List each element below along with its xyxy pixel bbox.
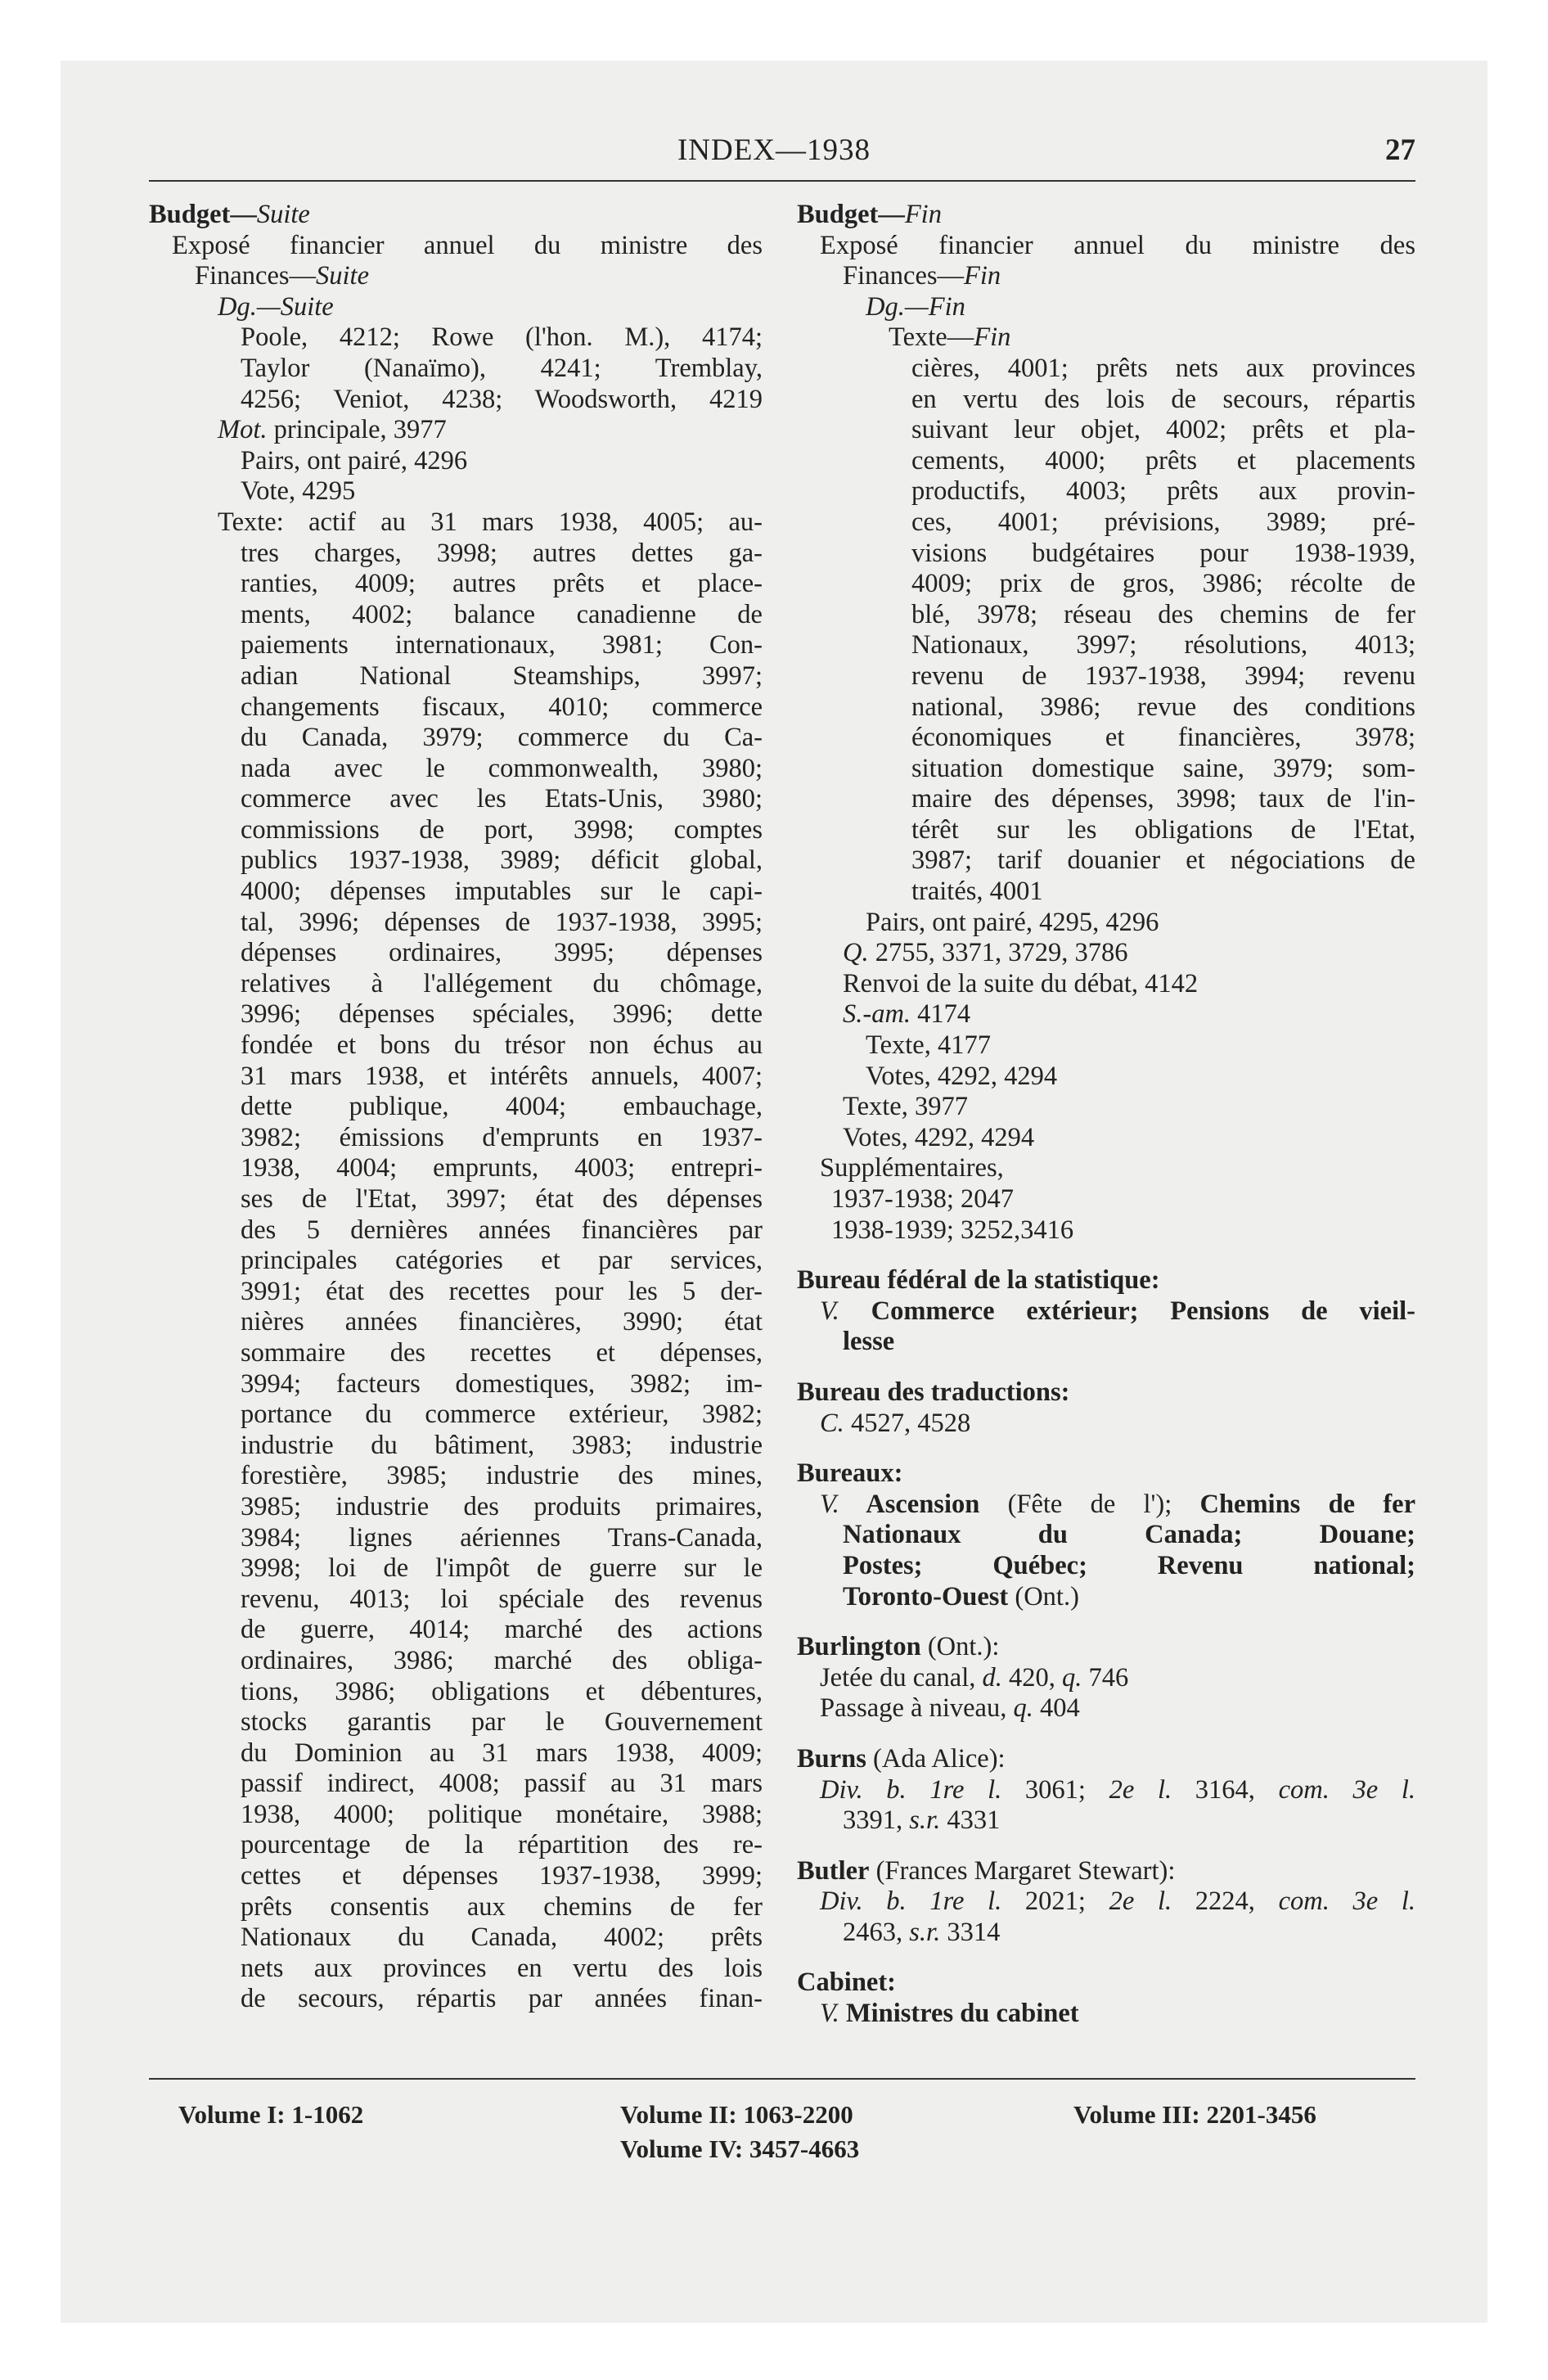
index-line — [797, 1062, 1415, 1093]
index-text: Budget— — [149, 200, 257, 229]
volume-3-range: Volume III: 2201-3456 — [1073, 2100, 1316, 2129]
index-text: 2463, — [843, 1917, 910, 1947]
index-line — [149, 1615, 763, 1646]
index-line — [797, 1215, 1415, 1246]
index-line — [797, 600, 1415, 631]
volume-4-range: Volume IV: 3457-4663 — [620, 2134, 860, 2163]
index-text: ments, 4002; balance canadienne de — [241, 599, 763, 629]
entry-spacer — [797, 1246, 1415, 1265]
index-line — [797, 1775, 1415, 1806]
index-line — [149, 1431, 763, 1462]
index-text: nières années financières, 3990; état — [241, 1307, 763, 1337]
index-line — [797, 446, 1415, 477]
index-line — [797, 1582, 1415, 1613]
index-text: 4000; dépenses imputables sur le capi- — [241, 877, 763, 907]
index-text: 4527, 4528 — [844, 1408, 971, 1438]
index-text: Finances— — [843, 261, 965, 291]
index-text: commissions de port, 3998; comptes — [241, 814, 763, 845]
index-line — [149, 1800, 763, 1831]
index-line — [149, 1584, 763, 1616]
index-line — [797, 661, 1415, 692]
index-line — [149, 999, 763, 1030]
volume-2-range: Volume II: 1063-2200 — [620, 2100, 853, 2129]
index-line — [149, 322, 763, 354]
index-text: Div. b. 1re l. — [820, 1886, 1002, 1917]
index-text: Div. b. 1re l. — [820, 1774, 1002, 1805]
index-line — [149, 539, 763, 570]
index-line — [149, 1738, 763, 1769]
index-text: Chemins de fer — [1199, 1489, 1415, 1519]
index-text: Burns — [797, 1743, 866, 1774]
footer-divider — [149, 2078, 1415, 2080]
index-line — [149, 723, 763, 754]
index-line — [797, 569, 1415, 600]
index-text: 1937-1938; 2047 — [831, 1184, 1014, 1214]
index-text: 3061; — [1001, 1774, 1109, 1805]
index-text: dette publique, 4004; embauchage, — [241, 1092, 763, 1122]
entry-spacer — [797, 1358, 1415, 1377]
index-text: V. — [820, 1489, 839, 1519]
index-text: V. — [820, 1999, 839, 2029]
index-text: 3984; lignes aériennes Trans-Canada, — [241, 1522, 763, 1553]
index-line — [797, 261, 1415, 292]
index-line — [149, 754, 763, 785]
index-text: cements, 4000; prêts et placements — [911, 445, 1415, 476]
index-text: dépenses ordinaires, 3995; dépenses — [241, 938, 763, 968]
index-text: principale, 3977 — [267, 415, 447, 445]
index-line — [149, 1062, 763, 1093]
index-text: Ministres du cabinet — [839, 1999, 1079, 2029]
index-text: 4256; Veniot, 4238; Woodsworth, 4219 — [241, 384, 763, 414]
index-text: prêts consentis aux chemins de fer — [241, 1891, 763, 1922]
index-line — [149, 1861, 763, 1892]
index-text: 2e l. — [1109, 1886, 1172, 1917]
index-line — [797, 200, 1415, 231]
index-text: ses de l'Etat, 3997; état des dépenses — [241, 1184, 763, 1214]
index-text: (Ont.) — [1008, 1581, 1079, 1611]
index-line — [149, 661, 763, 692]
index-line — [797, 231, 1415, 262]
index-line — [797, 1123, 1415, 1154]
index-line — [797, 723, 1415, 754]
index-line — [149, 1892, 763, 1923]
index-text: forestière, 3985; industrie des mines, — [241, 1461, 763, 1491]
index-text: lesse — [843, 1327, 895, 1357]
index-text: tres charges, 3998; autres dettes ga- — [241, 538, 763, 568]
index-text: Commerce extérieur; Pensions de vieil- — [839, 1296, 1415, 1326]
index-text: national, 3986; revue des conditions — [911, 692, 1415, 722]
index-text: (Ont.): — [920, 1632, 1000, 1662]
index-text: Poole, 4212; Rowe (l'hon. M.), 4174; — [241, 322, 763, 353]
index-text: 2224, — [1172, 1886, 1279, 1917]
index-text: Suite — [256, 200, 310, 229]
index-text: Bureau des traductions: — [797, 1377, 1070, 1407]
entry-spacer — [797, 1948, 1415, 1968]
index-text: (Ada Alice): — [866, 1743, 1006, 1774]
index-line — [149, 1184, 763, 1215]
index-line — [149, 476, 763, 507]
page-number: 27 — [1385, 133, 1415, 167]
index-text: adian National Steamships, 3997; — [241, 660, 763, 691]
index-text: Votes, 4292, 4294 — [866, 1061, 1058, 1091]
index-text: Nationaux du Canada; Douane; — [843, 1520, 1415, 1550]
index-text: q. — [1013, 1693, 1033, 1724]
index-text: Jetée du canal, — [820, 1662, 983, 1693]
index-text: tions, 3986; obligations et débentures, — [241, 1676, 763, 1706]
index-text: du Canada, 3979; commerce du Ca- — [241, 723, 763, 753]
volume-1-range: Volume I: 1-1062 — [178, 2100, 364, 2129]
index-text: S.-am. — [843, 999, 911, 1030]
index-line — [797, 999, 1415, 1030]
index-line — [797, 1153, 1415, 1184]
index-text: Fin — [964, 261, 1001, 291]
index-line — [797, 1184, 1415, 1215]
index-text: économiques et financières, 3978; — [911, 723, 1415, 753]
index-line — [149, 938, 763, 969]
index-text: 1938, 4000; politique monétaire, 3988; — [241, 1799, 763, 1829]
index-text: (Frances Margaret Stewart): — [869, 1855, 1176, 1886]
index-line — [797, 938, 1415, 969]
index-text: Cabinet: — [797, 1968, 896, 1998]
index-text: V. — [820, 1296, 839, 1326]
index-text: tal, 3996; dépenses de 1937-1938, 3995; — [241, 907, 763, 937]
index-line — [797, 1377, 1415, 1409]
index-text: térêt sur les obligations de l'Etat, — [911, 814, 1415, 845]
index-line — [797, 1551, 1415, 1582]
index-text: nada avec le commonwealth, 3980; — [241, 753, 763, 783]
index-text: traités, 4001 — [911, 877, 1043, 907]
index-line — [797, 630, 1415, 661]
index-text: principales catégories et par services, — [241, 1246, 763, 1276]
index-line — [797, 476, 1415, 507]
right-column — [797, 200, 1415, 2030]
index-line — [149, 354, 763, 385]
index-text: 3314 — [940, 1917, 1001, 1947]
index-line — [149, 845, 763, 877]
index-text: s.r. — [909, 1805, 941, 1836]
index-text: Q. — [843, 938, 869, 968]
index-line — [797, 539, 1415, 570]
index-text: revenu de 1937-1938, 3994; revenu — [911, 660, 1415, 691]
index-text: q. — [1062, 1662, 1082, 1693]
index-line — [797, 969, 1415, 1000]
index-line — [797, 784, 1415, 815]
index-line — [149, 1307, 763, 1338]
index-line — [797, 1693, 1415, 1724]
index-line — [797, 1327, 1415, 1358]
index-text: relatives à l'allégement du chômage, — [241, 968, 763, 998]
index-line — [797, 1490, 1415, 1521]
index-text: Bureau fédéral de la statistique: — [797, 1265, 1160, 1296]
index-text: paiements internationaux, 3981; Con- — [241, 630, 763, 660]
page-title: INDEX—1938 — [677, 133, 871, 167]
index-text: situation domestique saine, 3979; som- — [911, 753, 1415, 783]
index-line — [149, 1954, 763, 1985]
index-line — [797, 507, 1415, 539]
index-text: Butler — [797, 1855, 870, 1886]
index-line — [797, 1886, 1415, 1918]
index-line — [797, 1805, 1415, 1837]
index-text: industrie du bâtiment, 3983; industrie — [241, 1430, 763, 1460]
index-line — [797, 1744, 1415, 1775]
index-line — [149, 969, 763, 1000]
index-text: (Fête de l'); — [979, 1489, 1200, 1519]
index-line — [797, 1296, 1415, 1327]
index-text: com. 3e l. — [1278, 1886, 1415, 1917]
index-text: portance du commerce extérieur, 3982; — [241, 1400, 763, 1430]
index-page — [61, 61, 1487, 2323]
index-text: des 5 dernières années financières par — [241, 1215, 763, 1245]
entry-spacer — [797, 1612, 1415, 1632]
index-line — [149, 1461, 763, 1492]
index-line — [149, 1215, 763, 1246]
index-line — [149, 1092, 763, 1123]
index-text: 2755, 3371, 3729, 3786 — [868, 938, 1128, 968]
index-text: visions budgétaires pour 1938-1939, — [911, 538, 1415, 568]
index-text: Pairs, ont pairé, 4296 — [241, 445, 468, 476]
index-text: commerce avec les Etats-Unis, 3980; — [241, 784, 763, 814]
index-text: fondée et bons du trésor non échus au — [241, 1030, 763, 1061]
index-line — [149, 292, 763, 323]
index-line — [797, 415, 1415, 446]
index-line — [149, 1922, 763, 1954]
index-text: de secours, répartis par années finan- — [241, 1984, 763, 2014]
index-text: 3985; industrie des produits primaires, — [241, 1491, 763, 1521]
index-line — [149, 1246, 763, 1277]
index-text: de guerre, 4014; marché des actions — [241, 1615, 763, 1645]
index-text: Supplémentaires, — [820, 1153, 1004, 1183]
index-line — [149, 1523, 763, 1554]
index-line — [797, 1030, 1415, 1062]
index-text: productifs, 4003; prêts aux provin- — [911, 476, 1415, 507]
index-text: Texte, 4177 — [866, 1030, 991, 1061]
index-text: 420, — [1001, 1662, 1063, 1693]
index-line — [149, 1338, 763, 1369]
index-line — [797, 877, 1415, 908]
index-text: 404 — [1033, 1693, 1080, 1724]
index-text: ranties, 4009; autres prêts et place- — [241, 569, 763, 599]
index-text: stocks garantis par le Gouvernement — [241, 1707, 763, 1738]
index-text: Nationaux, 3997; résolutions, 4013; — [911, 630, 1415, 660]
index-text: Nationaux du Canada, 4002; prêts — [241, 1922, 763, 1953]
index-text: Toronto-Ouest — [843, 1581, 1009, 1611]
index-line — [149, 446, 763, 477]
index-line — [149, 261, 763, 292]
index-text: du Dominion au 31 mars 1938, 4009; — [241, 1738, 763, 1768]
index-text: cières, 4001; prêts nets aux provinces — [911, 353, 1415, 383]
index-text: Bureaux: — [797, 1458, 903, 1489]
index-text: Votes, 4292, 4294 — [843, 1122, 1035, 1152]
index-text: Suite — [316, 261, 370, 291]
index-text: Budget— — [797, 200, 905, 229]
entry-spacer — [797, 1724, 1415, 1744]
index-line — [797, 1918, 1415, 1949]
index-text: 3998; loi de l'impôt de guerre sur le — [241, 1553, 763, 1584]
index-text: Vote, 4295 — [241, 476, 356, 507]
index-text: 746 — [1082, 1662, 1129, 1693]
index-text: Renvoi de la suite du débat, 4142 — [843, 968, 1199, 998]
index-text: d. — [982, 1662, 1002, 1693]
index-text: passif indirect, 4008; passif au 31 mars — [241, 1769, 763, 1799]
index-text: 3164, — [1172, 1774, 1279, 1805]
entry-spacer — [797, 1439, 1415, 1458]
index-text: com. 3e l. — [1278, 1774, 1415, 1805]
index-line — [149, 1707, 763, 1738]
index-text: Mot. — [218, 415, 268, 445]
index-text: pourcentage de la répartition des re- — [241, 1830, 763, 1860]
index-text: suivant leur objet, 4002; prêts et pla- — [911, 415, 1415, 445]
index-text: en vertu des lois de secours, répartis — [911, 384, 1415, 414]
index-text: ordinaires, 3986; marché des obliga- — [241, 1645, 763, 1675]
index-line — [149, 1030, 763, 1062]
header-divider — [149, 180, 1415, 182]
index-line — [149, 1369, 763, 1400]
index-line — [149, 908, 763, 939]
index-text: 3994; facteurs domestiques, 3982; im- — [241, 1368, 763, 1399]
index-text: nets aux provinces en vertu des lois — [241, 1953, 763, 1983]
index-text: Pairs, ont pairé, 4295, 4296 — [866, 907, 1159, 937]
index-text: 1938, 4004; emprunts, 4003; entrepri- — [241, 1153, 763, 1183]
index-text: 3996; dépenses spéciales, 3996; dette — [241, 999, 763, 1030]
index-line — [149, 507, 763, 539]
index-text: changements fiscaux, 4010; commerce — [241, 692, 763, 722]
index-line — [149, 1677, 763, 1708]
index-line — [797, 1968, 1415, 1999]
index-text: 31 mars 1938, et intérêts annuels, 4007; — [241, 1061, 763, 1091]
index-line — [797, 385, 1415, 416]
index-line — [149, 1646, 763, 1677]
index-text: Passage à niveau, — [820, 1693, 1014, 1724]
index-line — [797, 754, 1415, 785]
index-text: Texte, 3977 — [843, 1092, 968, 1122]
index-line — [149, 1553, 763, 1584]
index-text: Finances— — [195, 261, 317, 291]
index-line — [797, 354, 1415, 385]
index-text: Fin — [974, 322, 1011, 353]
index-line — [149, 415, 763, 446]
index-text: C. — [820, 1408, 844, 1438]
left-column — [149, 200, 763, 2015]
index-line — [797, 845, 1415, 877]
index-line — [149, 784, 763, 815]
index-text: Dg.—Fin — [866, 291, 965, 322]
index-line — [149, 569, 763, 600]
index-text: 4009; prix de gros, 3986; récolte de — [911, 569, 1415, 599]
index-text: Burlington — [797, 1632, 921, 1662]
index-line — [149, 1123, 763, 1154]
index-line — [149, 692, 763, 723]
index-text: Texte— — [889, 322, 974, 353]
index-line — [797, 1409, 1415, 1440]
index-line — [797, 1632, 1415, 1663]
index-line — [149, 877, 763, 908]
index-text: Texte: actif au 31 mars 1938, 4005; au- — [218, 507, 763, 537]
index-line — [149, 630, 763, 661]
page-header — [61, 129, 1487, 178]
index-line — [149, 600, 763, 631]
index-line — [797, 1520, 1415, 1551]
index-line — [797, 692, 1415, 723]
index-text: Dg.—Suite — [218, 291, 334, 322]
entry-spacer — [797, 1837, 1415, 1856]
index-line — [797, 322, 1415, 354]
index-text: Postes; Québec; Revenu national; — [843, 1550, 1415, 1580]
index-text: 3982; émissions d'emprunts en 1937- — [241, 1122, 763, 1152]
index-text: Exposé financier annuel du ministre des — [172, 230, 763, 260]
index-text: revenu, 4013; loi spéciale des revenus — [241, 1584, 763, 1614]
index-text: 1938-1939; 3252,3416 — [831, 1215, 1074, 1245]
index-line — [797, 1999, 1415, 2030]
index-text: s.r. — [909, 1917, 941, 1947]
index-line — [797, 1265, 1415, 1296]
index-line — [797, 1092, 1415, 1123]
index-line — [797, 292, 1415, 323]
index-line — [149, 1769, 763, 1800]
index-text: 4331 — [940, 1805, 1001, 1836]
index-text: 2021; — [1001, 1886, 1109, 1917]
index-line — [797, 1663, 1415, 1694]
index-line — [149, 1277, 763, 1308]
index-text: maire des dépenses, 3998; taux de l'in- — [911, 784, 1415, 814]
index-text: 3391, — [843, 1805, 910, 1836]
index-line — [149, 385, 763, 416]
index-line — [797, 815, 1415, 846]
index-line — [149, 1830, 763, 1861]
index-line — [149, 1400, 763, 1431]
index-text: Ascension — [839, 1489, 980, 1519]
index-line — [797, 1458, 1415, 1490]
index-line — [797, 908, 1415, 939]
index-line — [797, 1856, 1415, 1887]
index-text: sommaire des recettes et dépenses, — [241, 1337, 763, 1368]
index-line — [149, 1153, 763, 1184]
index-text: Taylor (Nanaïmo), 4241; Tremblay, — [241, 353, 763, 383]
index-text: 4174 — [911, 999, 971, 1030]
index-line — [149, 200, 763, 231]
index-text: blé, 3978; réseau des chemins de fer — [911, 599, 1415, 629]
index-line — [149, 815, 763, 846]
index-text: Exposé financier annuel du ministre des — [820, 230, 1415, 260]
index-text: publics 1937-1938, 3989; déficit global, — [241, 845, 763, 876]
index-text: ces, 4001; prévisions, 3989; pré- — [911, 507, 1415, 537]
index-text: 3991; état des recettes pour les 5 der- — [241, 1276, 763, 1306]
index-text: 2e l. — [1109, 1774, 1172, 1805]
index-text: Fin — [904, 200, 942, 229]
index-line — [149, 231, 763, 262]
index-line — [149, 1492, 763, 1523]
index-text: cettes et dépenses 1937-1938, 3999; — [241, 1861, 763, 1891]
index-text: 3987; tarif douanier et négociations de — [911, 845, 1415, 876]
index-line — [149, 1984, 763, 2015]
